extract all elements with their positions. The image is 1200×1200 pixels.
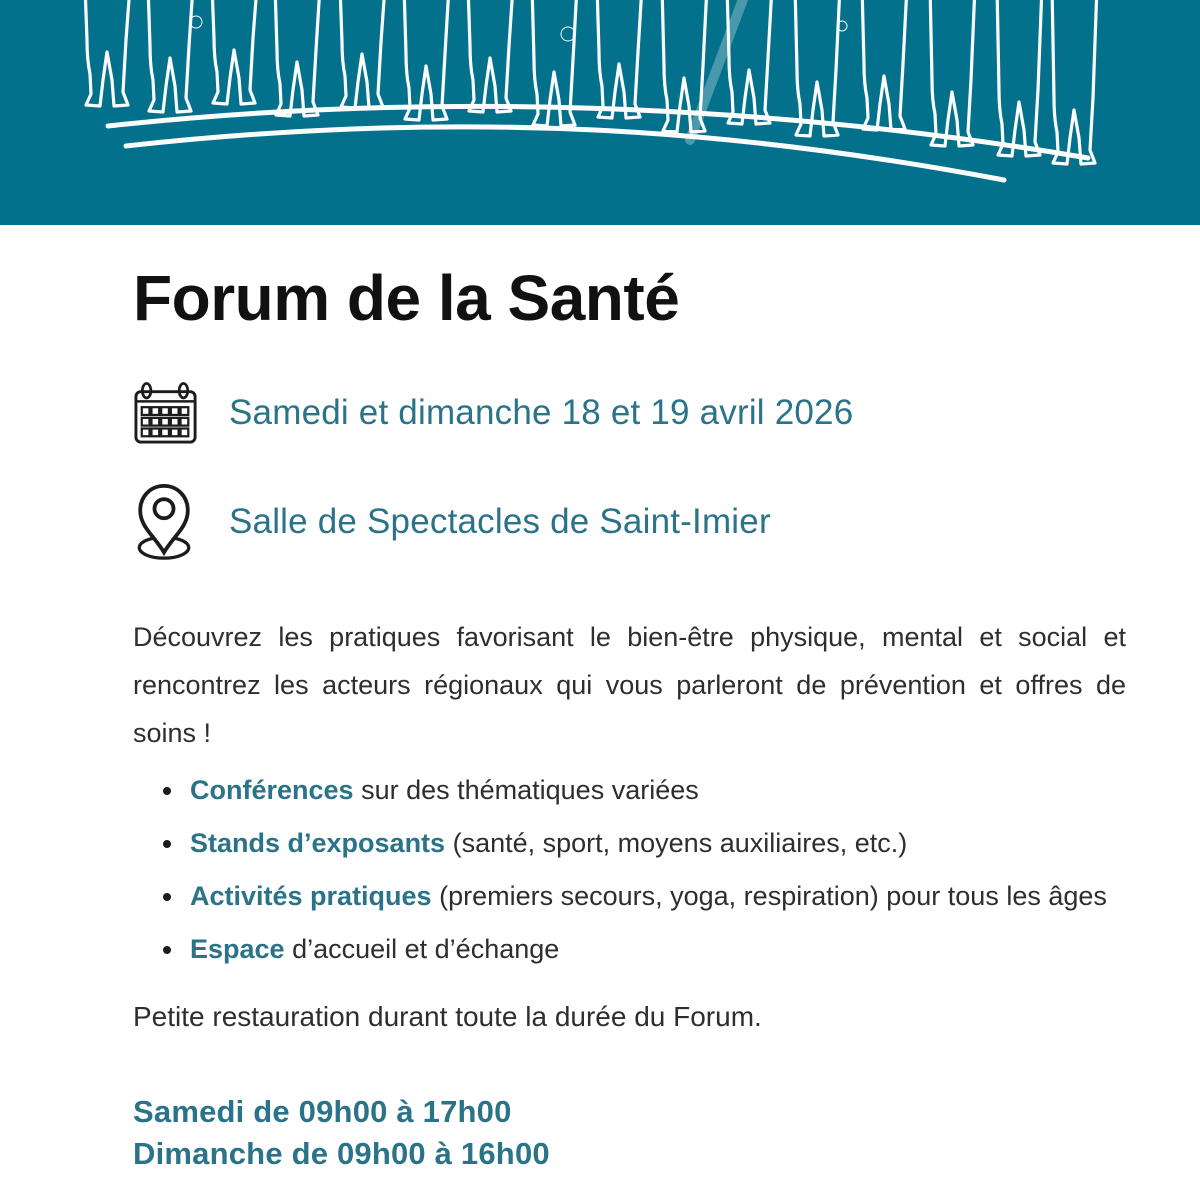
flyer-body xyxy=(0,261,1200,1174)
crowd-illustration xyxy=(0,0,1200,225)
schedule-line-sunday: Dimanche de 09h00 à 16h00 xyxy=(133,1135,550,1171)
intro-paragraph: Découvrez les pratiques favorisant le bien-être physique, mental et social et rencontrez les acteurs régionaux qui vous parleront de prévention et offres de soins ! xyxy=(133,622,1126,748)
list-item xyxy=(163,775,1126,806)
activities-list xyxy=(133,775,1126,965)
schedule-line-saturday: Samedi de 09h00 à 17h00 xyxy=(133,1094,512,1129)
swoosh-line-lower xyxy=(126,127,1004,180)
light-streak xyxy=(690,0,745,140)
event-info xyxy=(133,381,1126,561)
list-item xyxy=(163,881,1126,912)
list-item-lead: Activités pratiques xyxy=(190,881,432,911)
list-item-lead: Stands d’exposants xyxy=(190,828,446,858)
catering-note: Petite restauration durant toute la durée du Forum. xyxy=(133,1001,762,1032)
list-item xyxy=(163,828,1126,859)
list-item xyxy=(163,934,1126,965)
event-date-text: Samedi et dimanche 18 et 19 avril 2026 xyxy=(229,393,854,432)
bullet-dot xyxy=(163,787,171,795)
event-location-row xyxy=(133,483,1126,561)
event-date-row xyxy=(133,381,1126,445)
bullet-dot xyxy=(163,946,171,954)
location-pin-icon xyxy=(133,483,195,561)
list-item-rest: (santé, sport, moyens auxiliaires, etc.) xyxy=(445,828,908,858)
header-banner xyxy=(0,0,1200,225)
schedule-block xyxy=(133,1091,1126,1174)
list-item-rest: sur des thématiques variées xyxy=(353,775,699,805)
event-location-text: Salle de Spectacles de Saint-Imier xyxy=(229,502,771,541)
list-item-rest: (premiers secours, yoga, respiration) pour tous les âges xyxy=(431,881,1107,911)
page-title: Forum de la Santé xyxy=(133,262,680,334)
bullet-dot xyxy=(163,893,171,901)
list-item-lead: Espace xyxy=(190,934,285,964)
list-item-lead: Conférences xyxy=(190,775,354,805)
list-item-rest: d’accueil et d’échange xyxy=(284,934,560,964)
bullet-dot xyxy=(163,840,171,848)
calendar-icon xyxy=(133,381,199,445)
